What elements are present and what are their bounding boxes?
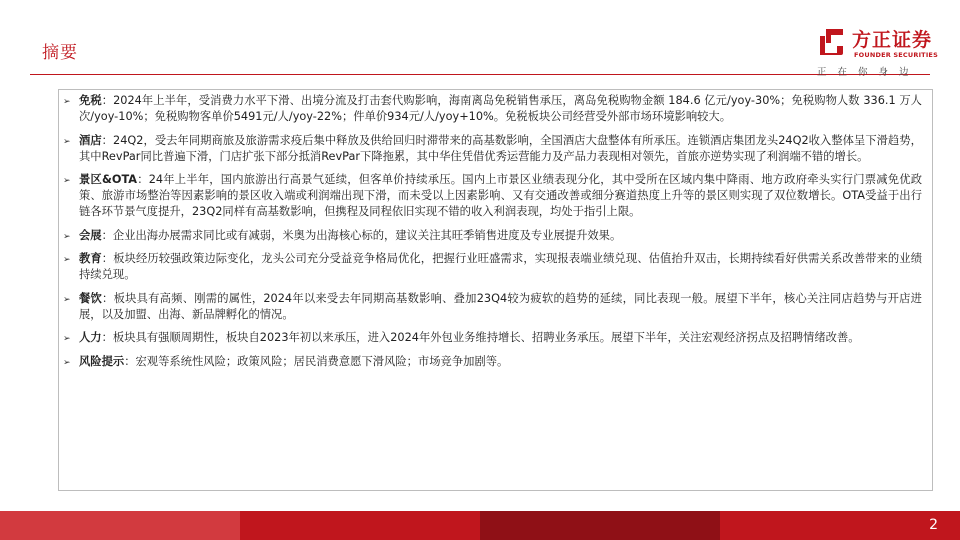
item-text: ：宏观等系统性风险；政策风险；居民消费意愿下滑风险；市场竞争加剧等。	[124, 354, 509, 368]
title-divider	[30, 74, 930, 75]
bullet-arrow-icon: ➢	[63, 357, 71, 368]
bullet-arrow-icon: ➢	[63, 255, 71, 265]
bullet-arrow-icon: ➢	[63, 136, 71, 147]
item-label: 景区&OTA	[79, 173, 138, 186]
bullet-arrow-icon: ➢	[63, 334, 71, 344]
summary-item-exhibition	[63, 228, 922, 244]
summary-item-hotel	[63, 133, 922, 165]
item-label: 餐饮	[79, 291, 103, 305]
summary-item-education	[63, 251, 922, 283]
founder-logo-icon	[817, 26, 847, 56]
item-text: ：2024年上半年，受消费力水平下滑、出境分流及打击套代购影响，海南离岛免税销售承压，离岛免税购物金额 184.6 亿元/yoy-30%；免税购物人数 336.1 万人次/yoy-10%；免税购物客单价5491元/人/yoy-22%；件单价934元/人/yoy+10%。免税板块公司经营受外部市场环境影响较大。	[79, 94, 922, 123]
item-label: 人力	[79, 331, 102, 344]
item-label: 教育	[79, 252, 102, 265]
item-label: 酒店	[79, 133, 102, 147]
bullet-arrow-icon: ➢	[63, 176, 71, 186]
item-label: 风险提示	[79, 354, 125, 368]
item-label: 会展	[79, 228, 102, 242]
item-text: ：24年上半年，国内旅游出行高景气延续，但客单价持续承压。国内上市景区业绩表现分化，其中受所在区域内集中降雨、地方政府牵头实行门票减免优政策、旅游市场整治等因素影响的景区收入端或利润端出现下滑，而未受以上因素影响、又有交通改善或细分赛道热度上升等的景区则实现了双位数增长。OTA受益于出行链各环节景气度提升，23Q2同样有高基数影响，但携程及同程依旧实现不错的收入利润表现，均处于指引上限。	[79, 173, 922, 218]
footer-segment-light	[0, 511, 240, 540]
item-text: ：板块具有高频、刚需的属性，2024年以来受去年同期高基数影响、叠加23Q4较为疲软的趋势的延续，同比表现一般。展望下半年，核心关注同店趋势与开店进展，以及加盟、出海、新品牌孵化的情况。	[79, 291, 922, 321]
item-text: ：板块经历较强政策边际变化，龙头公司充分受益竞争格局优化，把握行业旺盛需求，实现报表端业绩兑现、估值抬升双击，长期持续看好供需关系改善带来的业绩持续兑现。	[79, 252, 922, 281]
page-title: 摘要	[42, 43, 78, 63]
brand-logo	[817, 26, 942, 66]
brand-slogan: 正在你身边	[817, 67, 920, 78]
footer-band	[0, 511, 960, 540]
summary-item-catering	[63, 291, 922, 323]
summary-box	[58, 89, 933, 491]
page-number: 2	[929, 517, 938, 533]
item-label: 免税	[79, 94, 102, 107]
summary-item-duty-free	[63, 93, 922, 125]
summary-item-risk	[63, 354, 922, 370]
item-text: ：板块具有强顺周期性，板块自2023年初以来承压，进入2024年外包业务维持增长、招聘业务承压。展望下半年，关注宏观经济拐点及招聘情绪改善。	[101, 331, 860, 344]
bullet-arrow-icon: ➢	[63, 97, 71, 107]
summary-list	[59, 90, 932, 370]
footer-segment-dark	[480, 511, 720, 540]
bullet-arrow-icon: ➢	[63, 231, 71, 242]
summary-item-hr	[63, 330, 922, 346]
item-text: ：24Q2，受去年同期商旅及旅游需求疫后集中释放及供给回归时滞带来的高基数影响，全国酒店大盘整体有所承压。连锁酒店集团龙头24Q2收入整体呈下滑趋势，其中RevPar同比普遍下滑，门店扩张下部分抵消RevPar下降拖累，其中华住凭借优秀运营能力及产品力表现相对领先，首旅亦逆势实现了利润端不错的增长。	[79, 133, 922, 163]
brand-name-cn: 方正证券	[852, 29, 933, 51]
brand-name-en: FOUNDER SECURITIES	[854, 51, 938, 59]
bullet-arrow-icon: ➢	[63, 294, 71, 305]
summary-item-scenic-ota	[63, 172, 922, 220]
item-text: ：企业出海办展需求同比或有减弱，米奥为出海核心标的，建议关注其旺季销售进度及专业展提升效果。	[101, 228, 622, 242]
